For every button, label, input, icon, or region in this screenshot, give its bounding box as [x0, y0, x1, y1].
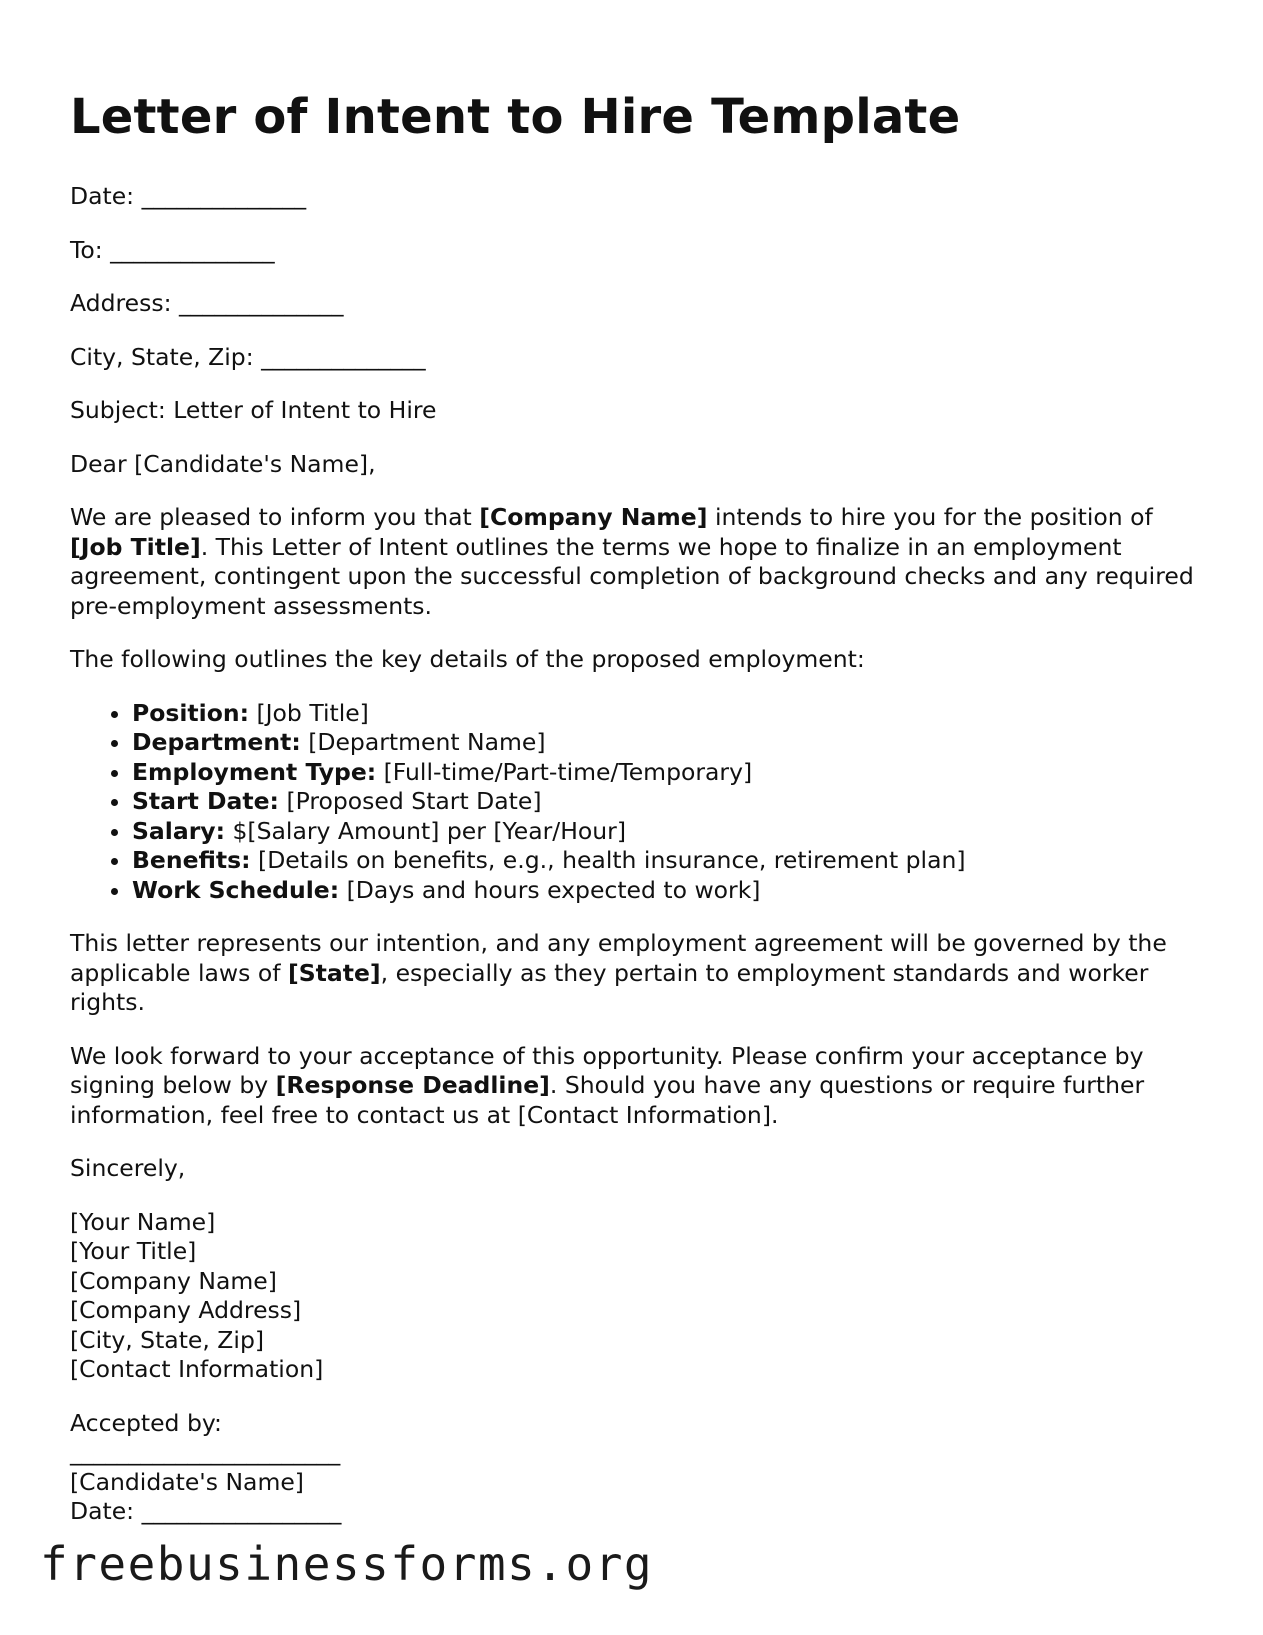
detail-label: Start Date:: [132, 787, 279, 815]
address-field-blank: ______________: [179, 289, 344, 317]
candidate-date: [70, 1497, 1200, 1527]
date-field: [70, 182, 1200, 212]
detail-value: [Full-time/Part-time/Temporary]: [376, 757, 753, 786]
to-field: [70, 236, 1200, 266]
sender-company-address: [Company Address]: [70, 1296, 302, 1324]
intro-company-name: [Company Name]: [479, 503, 708, 531]
detail-item-start-date: [132, 787, 1200, 817]
governing-state: [State]: [287, 958, 381, 987]
detail-item-work-schedule: [132, 876, 1200, 906]
details-list: [70, 699, 1200, 906]
closing-deadline: [Response Deadline]: [275, 1071, 550, 1099]
signature-line: _______________________: [70, 1438, 341, 1466]
detail-item-position: [132, 699, 1200, 729]
address-field: [70, 289, 1200, 319]
address-field-label: Address:: [70, 289, 172, 317]
date-field-blank: ______________: [141, 182, 307, 210]
detail-label: Work Schedule:: [132, 875, 340, 904]
accepted-by-label: Accepted by:: [70, 1408, 222, 1437]
closing-text-1: We look forward to your acceptance of this opportunity. Please confirm your acceptance by signing below by: [70, 1041, 1144, 1099]
candidate-name: [Candidate's Name]: [70, 1467, 304, 1496]
city-state-zip-label: City, State, Zip:: [70, 342, 254, 371]
intro-text-2: intends to hire you for the position of: [707, 503, 1153, 531]
detail-value: [Proposed Start Date]: [278, 787, 542, 815]
salutation: Dear [Candidate's Name],: [70, 449, 376, 478]
city-state-zip-field: [70, 343, 1200, 373]
detail-value: $[Salary Amount] per [Year/Hour]: [225, 816, 626, 845]
date-field-label: Date:: [70, 182, 135, 210]
candidate-date-label: Date:: [70, 1497, 135, 1525]
detail-value: [Details on benefits, e.g., health insurance, retirement plan]: [250, 846, 966, 874]
to-field-label: To:: [70, 235, 103, 264]
detail-label: Benefits:: [132, 846, 251, 874]
detail-value: [Job Title]: [248, 698, 369, 727]
sender-name: [Your Name]: [70, 1207, 216, 1236]
closing-text-2: . Should you have any questions or require further information, feel free to contact us at [Contact Information].: [70, 1071, 1145, 1129]
sender-city-state-zip: [City, State, Zip]: [70, 1325, 265, 1354]
detail-value: [Department Name]: [300, 728, 546, 756]
to-field-blank: ______________: [110, 235, 275, 264]
intro-job-title: [Job Title]: [70, 532, 201, 561]
letter-document: [70, 88, 1200, 1527]
sender-title: [Your Title]: [70, 1237, 197, 1265]
closing-paragraph: [70, 1042, 1200, 1131]
intro-text-1: We are pleased to inform you that: [70, 503, 480, 531]
sender-contact: [Contact Information]: [70, 1355, 324, 1383]
details-intro: The following outlines the key details of the proposed employment:: [70, 645, 865, 673]
city-state-zip-blank: ______________: [261, 342, 426, 371]
detail-label: Position:: [132, 698, 249, 727]
detail-label: Salary:: [132, 816, 226, 845]
intro-text-3: . This Letter of Intent outlines the terms we hope to finalize in an employment agreement, contingent upon the successful completion of background checks and any required pre-employment assessments.: [70, 532, 1194, 620]
detail-item-employment-type: [132, 758, 1200, 788]
detail-label: Employment Type:: [132, 757, 377, 786]
sender-company: [Company Name]: [70, 1266, 277, 1295]
governing-text-2: , especially as they pertain to employment standards and worker rights.: [70, 958, 1149, 1016]
detail-item-benefits: [132, 846, 1200, 876]
governing-law-paragraph: [70, 929, 1200, 1018]
document-title: Letter of Intent to Hire Template: [70, 89, 961, 145]
subject-line: Subject: Letter of Intent to Hire: [70, 396, 437, 424]
watermark-text: freebusinessforms.org: [40, 1537, 654, 1591]
signoff: Sincerely,: [70, 1154, 186, 1182]
acceptance-block: [70, 1409, 1200, 1527]
governing-text-1: This letter represents our intention, and any employment agreement will be governed by the applicable laws of: [70, 929, 1167, 987]
detail-value: [Days and hours expected to work]: [339, 875, 761, 904]
detail-label: Department:: [132, 728, 301, 756]
detail-item-salary: [132, 817, 1200, 847]
candidate-date-blank: _________________: [141, 1497, 342, 1525]
sender-block: [70, 1208, 1200, 1385]
intro-paragraph: [70, 503, 1200, 621]
detail-item-department: [132, 728, 1200, 758]
